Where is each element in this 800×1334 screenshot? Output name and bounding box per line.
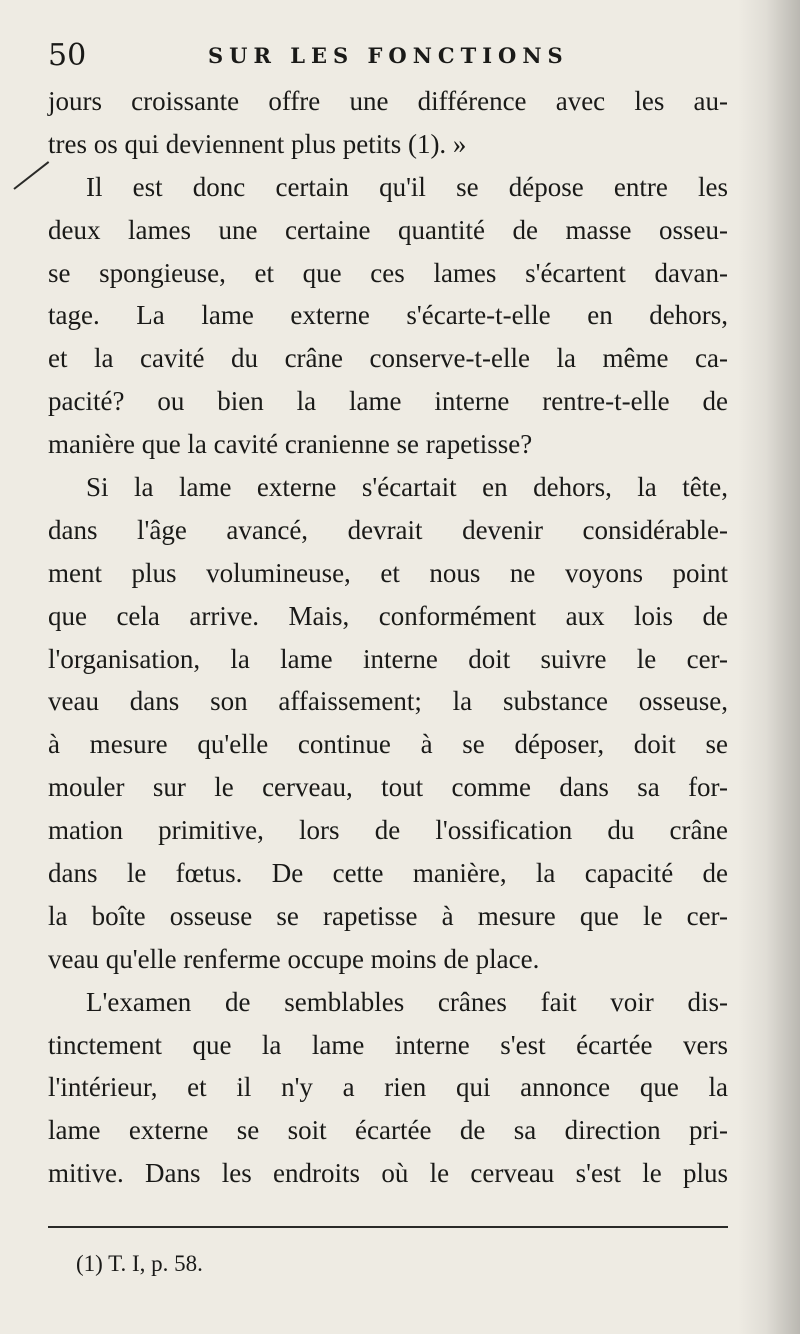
paragraph-first-line: Si la lame externe s'écartait en dehors, la tête,: [86, 472, 728, 503]
text-line: la boîte osseuse se rapetisse à mesure que le cer-: [48, 900, 728, 931]
text-line: se spongieuse, et que ces lames s'écartent davan-: [48, 257, 728, 288]
text-line: ment plus volumineuse, et nous ne voyons point: [48, 557, 728, 588]
text-line: tinctement que la lame interne s'est écartée vers: [48, 1029, 728, 1060]
text-line: tage. La lame externe s'écarte-t-elle en dehors,: [48, 300, 728, 331]
margin-pen-mark: [13, 161, 49, 190]
body-text: [48, 80, 728, 1195]
text-line: veau qu'elle renferme occupe moins de place.: [48, 943, 540, 974]
text-line: et la cavité du crâne conserve-t-elle la même ca-: [48, 343, 728, 374]
page-header: [48, 36, 728, 76]
running-head: SUR LES FONCTIONS: [208, 43, 569, 68]
text-line: deux lames une certaine quantité de masse osseu-: [48, 214, 728, 245]
text-line: mouler sur le cerveau, tout comme dans sa for-: [48, 772, 728, 803]
text-line: dans l'âge avancé, devrait devenir considérable-: [48, 514, 728, 545]
footnote-rule: [48, 1226, 728, 1228]
text-line: jours croissante offre une différence avec les au-: [48, 86, 728, 116]
text-line: tres os qui deviennent plus petits (1). »: [48, 128, 467, 159]
text-line: l'intérieur, et il n'y a rien qui annonce que la: [48, 1072, 728, 1103]
text-line: dans le fœtus. De cette manière, la capacité de: [48, 858, 728, 889]
text-line: à mesure qu'elle continue à se déposer, doit se: [48, 729, 728, 760]
text-line: mation primitive, lors de l'ossification du crâne: [48, 815, 728, 846]
page-number: 50: [48, 38, 87, 73]
text-line: pacité? ou bien la lame interne rentre-t-elle de: [48, 386, 728, 417]
text-line: veau dans son affaissement; la substance osseuse,: [48, 686, 728, 717]
paragraph-first-line: Il est donc certain qu'il se dépose entre les: [86, 171, 728, 202]
text-line: manière que la cavité cranienne se rapetisse?: [48, 429, 533, 460]
text-line: que cela arrive. Mais, conformément aux lois de: [48, 600, 728, 631]
footnote: (1) T. I, p. 58.: [76, 1251, 203, 1276]
page-edge-shadow: [738, 0, 800, 1334]
text-line: mitive. Dans les endroits où le cerveau s'est le plus: [48, 1158, 728, 1189]
paragraph-first-line: L'examen de semblables crânes fait voir dis-: [86, 986, 728, 1017]
text-line: lame externe se soit écartée de sa direction pri-: [48, 1115, 728, 1146]
text-line: l'organisation, la lame interne doit suivre le cer-: [48, 643, 728, 674]
